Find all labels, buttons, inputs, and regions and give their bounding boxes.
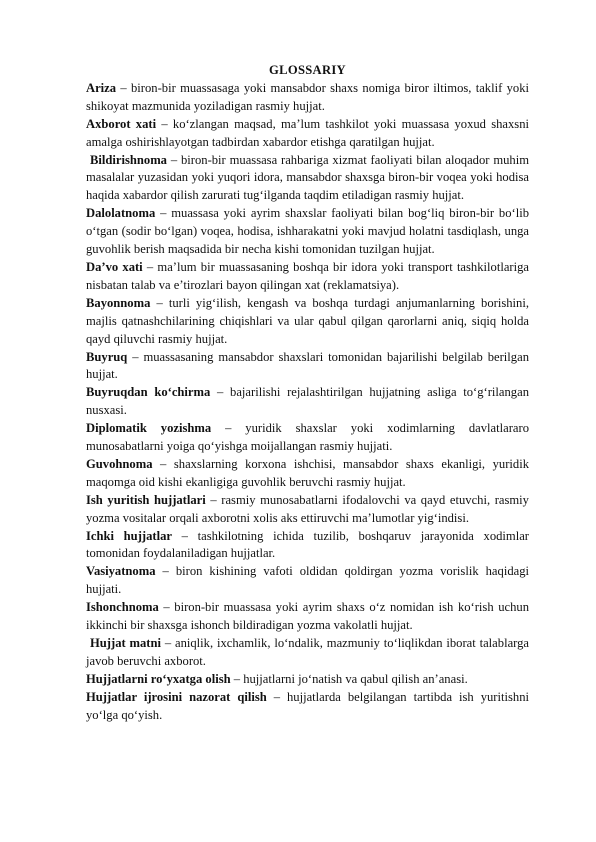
entry-definition: – hujjatlarda belgilangan tartibda ish yuritishni yo‘lga qo‘yish. <box>86 689 529 722</box>
entry-term: Da’vo xati <box>86 259 143 274</box>
glossary-entry <box>86 492 529 528</box>
glossary-entry <box>86 599 529 635</box>
entry-term: Hujjat matni <box>90 636 162 650</box>
entry-definition: – turli yig‘ilish, kengash va boshqa turdagi anjumanlarning borishini, majlis qatnashchilarining chiqishlari va ular qabul qilgan qarorlarni aniq, siqiq holda qayd qiluvchi rasmiy hujjat. <box>86 295 529 346</box>
entry-term: Guvohnoma <box>86 456 153 471</box>
entry-term: Ish yuritish hujjatlari <box>86 492 206 507</box>
entry-definition: – yuridik shaxslar yoki xodimlarning davlatlararo munosabatlarni yoiga qo‘yishga moijallangan rasmiy hujjati. <box>86 421 529 454</box>
entry-term: Ishonchnoma <box>86 600 159 615</box>
entry-term: Dalolatnoma <box>86 206 156 221</box>
glossary-entry <box>86 671 529 689</box>
entry-definition: – shaxslarning korxona ishchisi, mansabdor shaxs ekanligi, yuridik maqomga oid kishi ekanligiga guvohlik beruvchi rasmiy hujjat. <box>86 456 529 489</box>
entry-term: Ichki hujjatlar <box>86 528 172 543</box>
glossary-entry <box>86 152 529 206</box>
glossary-entry <box>86 116 529 152</box>
glossary-entry <box>86 456 529 492</box>
entry-definition: – tashkilotning ichida tuzilib, boshqaruv jarayonida xodimlar tomonidan foydalaniladigan hujjatlar. <box>86 528 529 561</box>
entry-definition: – ko‘zlangan maqsad, ma’lum tashkilot yoki muassasa yoxud shaxsni amalga oshirishlayotgan tadbirdan xabardor etishga qaratilgan hujjat. <box>86 116 530 149</box>
glossary-entry <box>86 205 529 259</box>
entry-definition: – rasmiy munosabatlarni ifodalovchi va qayd etuvchi, rasmiy yozma vositalar orqali axborotni xolis aks ettiruvchi ma’lumotlar yig‘indisi. <box>86 492 529 525</box>
entry-term: Hujjatlar ijrosini nazorat qilish <box>86 689 267 704</box>
entry-definition: – aniqlik, ixchamlik, lo‘ndalik, mazmuniy to‘liqlikdan iborat talablarga javob beruvchi axborot. <box>86 636 530 668</box>
entry-definition: – muassasa yoki ayrim shaxslar faoliyati bilan bog‘liq biron-bir bo‘lib o‘tgan (sodir bo‘lgan) voqea, hodisa, ishharakatni yoki mavjud holatni tasdiqlash, unga guvohlik berish maqsadida bir necha kishi tomonidan tuzilgan hujjat. <box>86 206 529 257</box>
glossary-entry <box>86 528 529 564</box>
entry-term: Bildirishnoma <box>90 152 167 167</box>
entry-definition: – biron-bir muassasa yoki ayrim shaxs o‘z nomidan ish ko‘rish uchun ikkinchi bir shaxsga ishonch bildiradigan yozma vakolatli hujjat. <box>86 600 529 633</box>
glossary-entry <box>86 563 529 599</box>
glossary-entry <box>86 384 529 420</box>
entry-term: Buyruqdan ko‘chirma <box>86 385 211 400</box>
entry-definition: – ma’lum bir muassasaning boshqa bir idora yoki transport tashkilotlariga nisbatan talab va e’tirozlari bayon qilingan xat (reklamatsiya). <box>86 259 529 292</box>
glossary-entry <box>86 259 529 295</box>
glossary-entry <box>86 420 529 456</box>
entry-term: Vasiyatnoma <box>86 564 156 579</box>
entry-definition: – muassasaning mansabdor shaxslari tomonidan bajarilishi belgilab berilgan hujjat. <box>86 349 529 382</box>
entry-definition: – biron-bir muassasa rahbariga xizmat faoliyati bilan aloqador muhim masalalar yuzasidan yoki yuqori idora, mansabdor shaxsga biron-bir voqea yoki hodisa haqida xabardor qilish zarurati tug‘ilganda taqdim etiladigan rasmiy hujjat. <box>86 152 529 203</box>
glossary-entry <box>86 689 529 725</box>
entry-definition: – bajarilishi rejalashtirilgan hujjatning asliga to‘g‘rilangan nusxasi. <box>86 385 529 418</box>
entry-term: Axborot xati <box>86 116 157 131</box>
glossary-entry <box>86 295 529 349</box>
entry-definition: – biron kishining vafoti oldidan qoldirgan yozma vorislik haqidagi hujjati. <box>86 564 529 597</box>
glossary-entry <box>86 349 529 385</box>
entry-definition: – biron-bir muassasaga yoki mansabdor shaxs nomiga biror iltimos, taklif yoki shikoyat mazmunida yoziladigan rasmiy hujjat. <box>86 80 529 113</box>
glossary-entry <box>86 80 529 116</box>
glossary-page <box>86 62 529 725</box>
glossary-entry <box>86 635 529 671</box>
entry-definition: – hujjatlarni jo‘natish va qabul qilish an’anasi. <box>230 671 468 686</box>
entry-term: Hujjatlarni ro‘yxatga olish <box>86 671 231 686</box>
entry-term: Bayonnoma <box>86 295 151 310</box>
entry-term: Ariza <box>86 80 117 95</box>
entry-term: Buyruq <box>86 349 128 364</box>
glossary-title: GLOSSARIY <box>269 63 346 77</box>
entry-term: Diplomatik yozishma <box>86 421 212 436</box>
